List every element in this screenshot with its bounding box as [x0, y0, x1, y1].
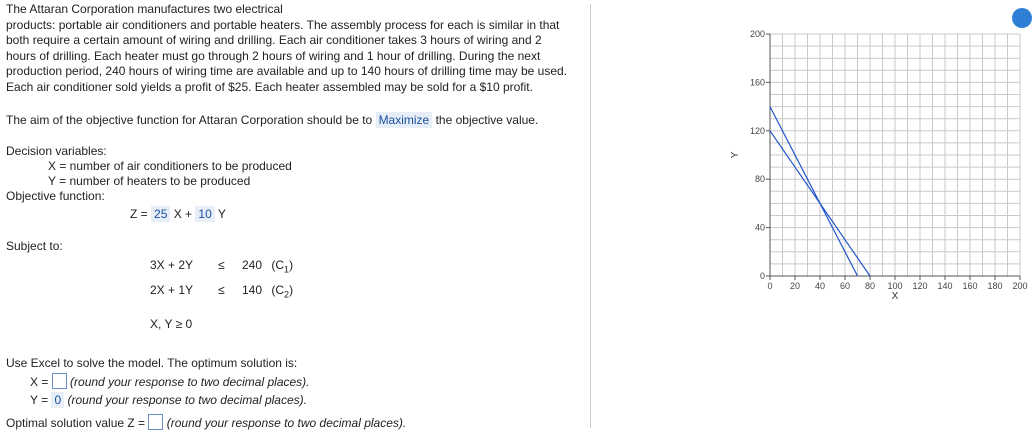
- decision-heading: Decision variables:: [6, 144, 107, 158]
- c1-lhs: 3X + 2Y: [150, 258, 194, 272]
- objective-heading: Objective function:: [6, 189, 105, 203]
- c1-operator: ≤: [218, 258, 225, 272]
- y-tick-label: 200: [749, 29, 765, 39]
- aim-suffix: the objective value.: [435, 113, 539, 127]
- x-answer-hint: (round your response to two decimal places).: [70, 375, 310, 389]
- x-tick-label: 80: [864, 281, 876, 291]
- y-answer-input[interactable]: 0: [51, 392, 64, 408]
- c2-operator: ≤: [218, 283, 225, 297]
- c2-sub: 2: [284, 289, 290, 300]
- problem-line: The Attaran Corporation manufactures two electrical: [6, 2, 283, 16]
- y-tick-label: 0: [759, 271, 765, 281]
- y-var: Y: [217, 207, 226, 221]
- problem-line: production period, 240 hours of wiring time are available and up to 140 hours of drilling time may be used.: [6, 64, 567, 78]
- x-answer-label: X =: [30, 375, 49, 389]
- c2-rhs-group: [242, 283, 293, 299]
- chart-axes: [766, 34, 1020, 280]
- c2-rhs: 140: [242, 283, 263, 297]
- z-answer-hint: (round your response to two decimal places).: [166, 416, 407, 430]
- y-tick-label: 80: [754, 174, 765, 185]
- z-label: Z =: [130, 207, 148, 221]
- problem-line: hours of drilling. Each heater must go through 2 hours of wiring and 1 hour of drilling. During the next: [6, 48, 541, 63]
- y-tick-label: 120: [749, 125, 765, 136]
- c2-lhs: 2X + 1Y: [150, 283, 194, 297]
- problem-text: [6, 2, 567, 95]
- c1-label: (C: [271, 258, 285, 272]
- objective-function: [130, 207, 226, 221]
- chart-grid: [770, 34, 1020, 276]
- constraints-heading: Subject to:: [6, 239, 63, 253]
- problem-line: Each air conditioner sold yields a profit of $25. Each heater assembled may be sold for a $10 profit.: [6, 79, 533, 94]
- c2-close: ): [289, 283, 294, 297]
- aim-statement: [6, 113, 538, 127]
- x-tick-label: 0: [767, 281, 773, 291]
- solution-x-row: [30, 373, 310, 389]
- aim-prefix: The aim of the objective function for Attaran Corporation should be to: [6, 113, 373, 127]
- x-tick-label: 180: [987, 281, 1003, 291]
- x-tick-label: 60: [839, 281, 851, 291]
- c1-rhs: 240: [242, 258, 263, 272]
- x-tick-label: 200: [1012, 281, 1028, 291]
- x-answer-input[interactable]: [52, 373, 67, 389]
- y-tick-label: 40: [754, 222, 765, 233]
- solution-intro: Use Excel to solve the model. The optimum solution is:: [6, 356, 298, 370]
- graph-area[interactable]: [728, 20, 1028, 320]
- solution-z-row: [6, 414, 406, 430]
- x-tick-label: 140: [937, 281, 953, 291]
- panel-divider: [590, 4, 591, 428]
- x-plus: X +: [173, 207, 193, 221]
- coef-x-input[interactable]: 25: [151, 206, 170, 222]
- coef-y-input[interactable]: 10: [195, 206, 214, 222]
- z-answer-label: Optimal solution value Z =: [6, 416, 146, 430]
- c2-label: (C: [271, 283, 285, 297]
- c1-sub: 1: [284, 264, 290, 275]
- nonnegativity: X, Y ≥ 0: [150, 317, 193, 331]
- y-tick-label: 160: [749, 77, 765, 88]
- x-tick-label: 40: [814, 281, 826, 291]
- z-answer-input[interactable]: [148, 414, 163, 430]
- problem-line: products: portable air conditioners and portable heaters. The assembly process for each is similar in that: [6, 17, 560, 32]
- x-definition: X = number of air conditioners to be produced: [48, 159, 292, 173]
- x-tick-label: 20: [789, 281, 801, 291]
- y-definition: Y = number of heaters to be produced: [48, 174, 251, 188]
- aim-dropdown[interactable]: Maximize: [376, 112, 433, 128]
- x-axis-label: X: [891, 291, 899, 302]
- solution-y-row: [30, 393, 307, 407]
- x-tick-label: 160: [962, 281, 978, 291]
- problem-line: both require a certain amount of wiring and drilling. Each air conditioner takes 3 hours of wiring and 2: [6, 33, 542, 47]
- x-tick-label: 120: [912, 281, 928, 291]
- c1-close: ): [289, 258, 294, 272]
- refresh-icon[interactable]: [1012, 8, 1032, 28]
- y-axis-label: Y: [730, 151, 741, 159]
- c1-rhs-group: [242, 258, 293, 274]
- y-answer-label: Y =: [30, 393, 49, 407]
- x-tick-label: 100: [887, 281, 903, 291]
- y-answer-hint: (round your response to two decimal places).: [67, 393, 307, 407]
